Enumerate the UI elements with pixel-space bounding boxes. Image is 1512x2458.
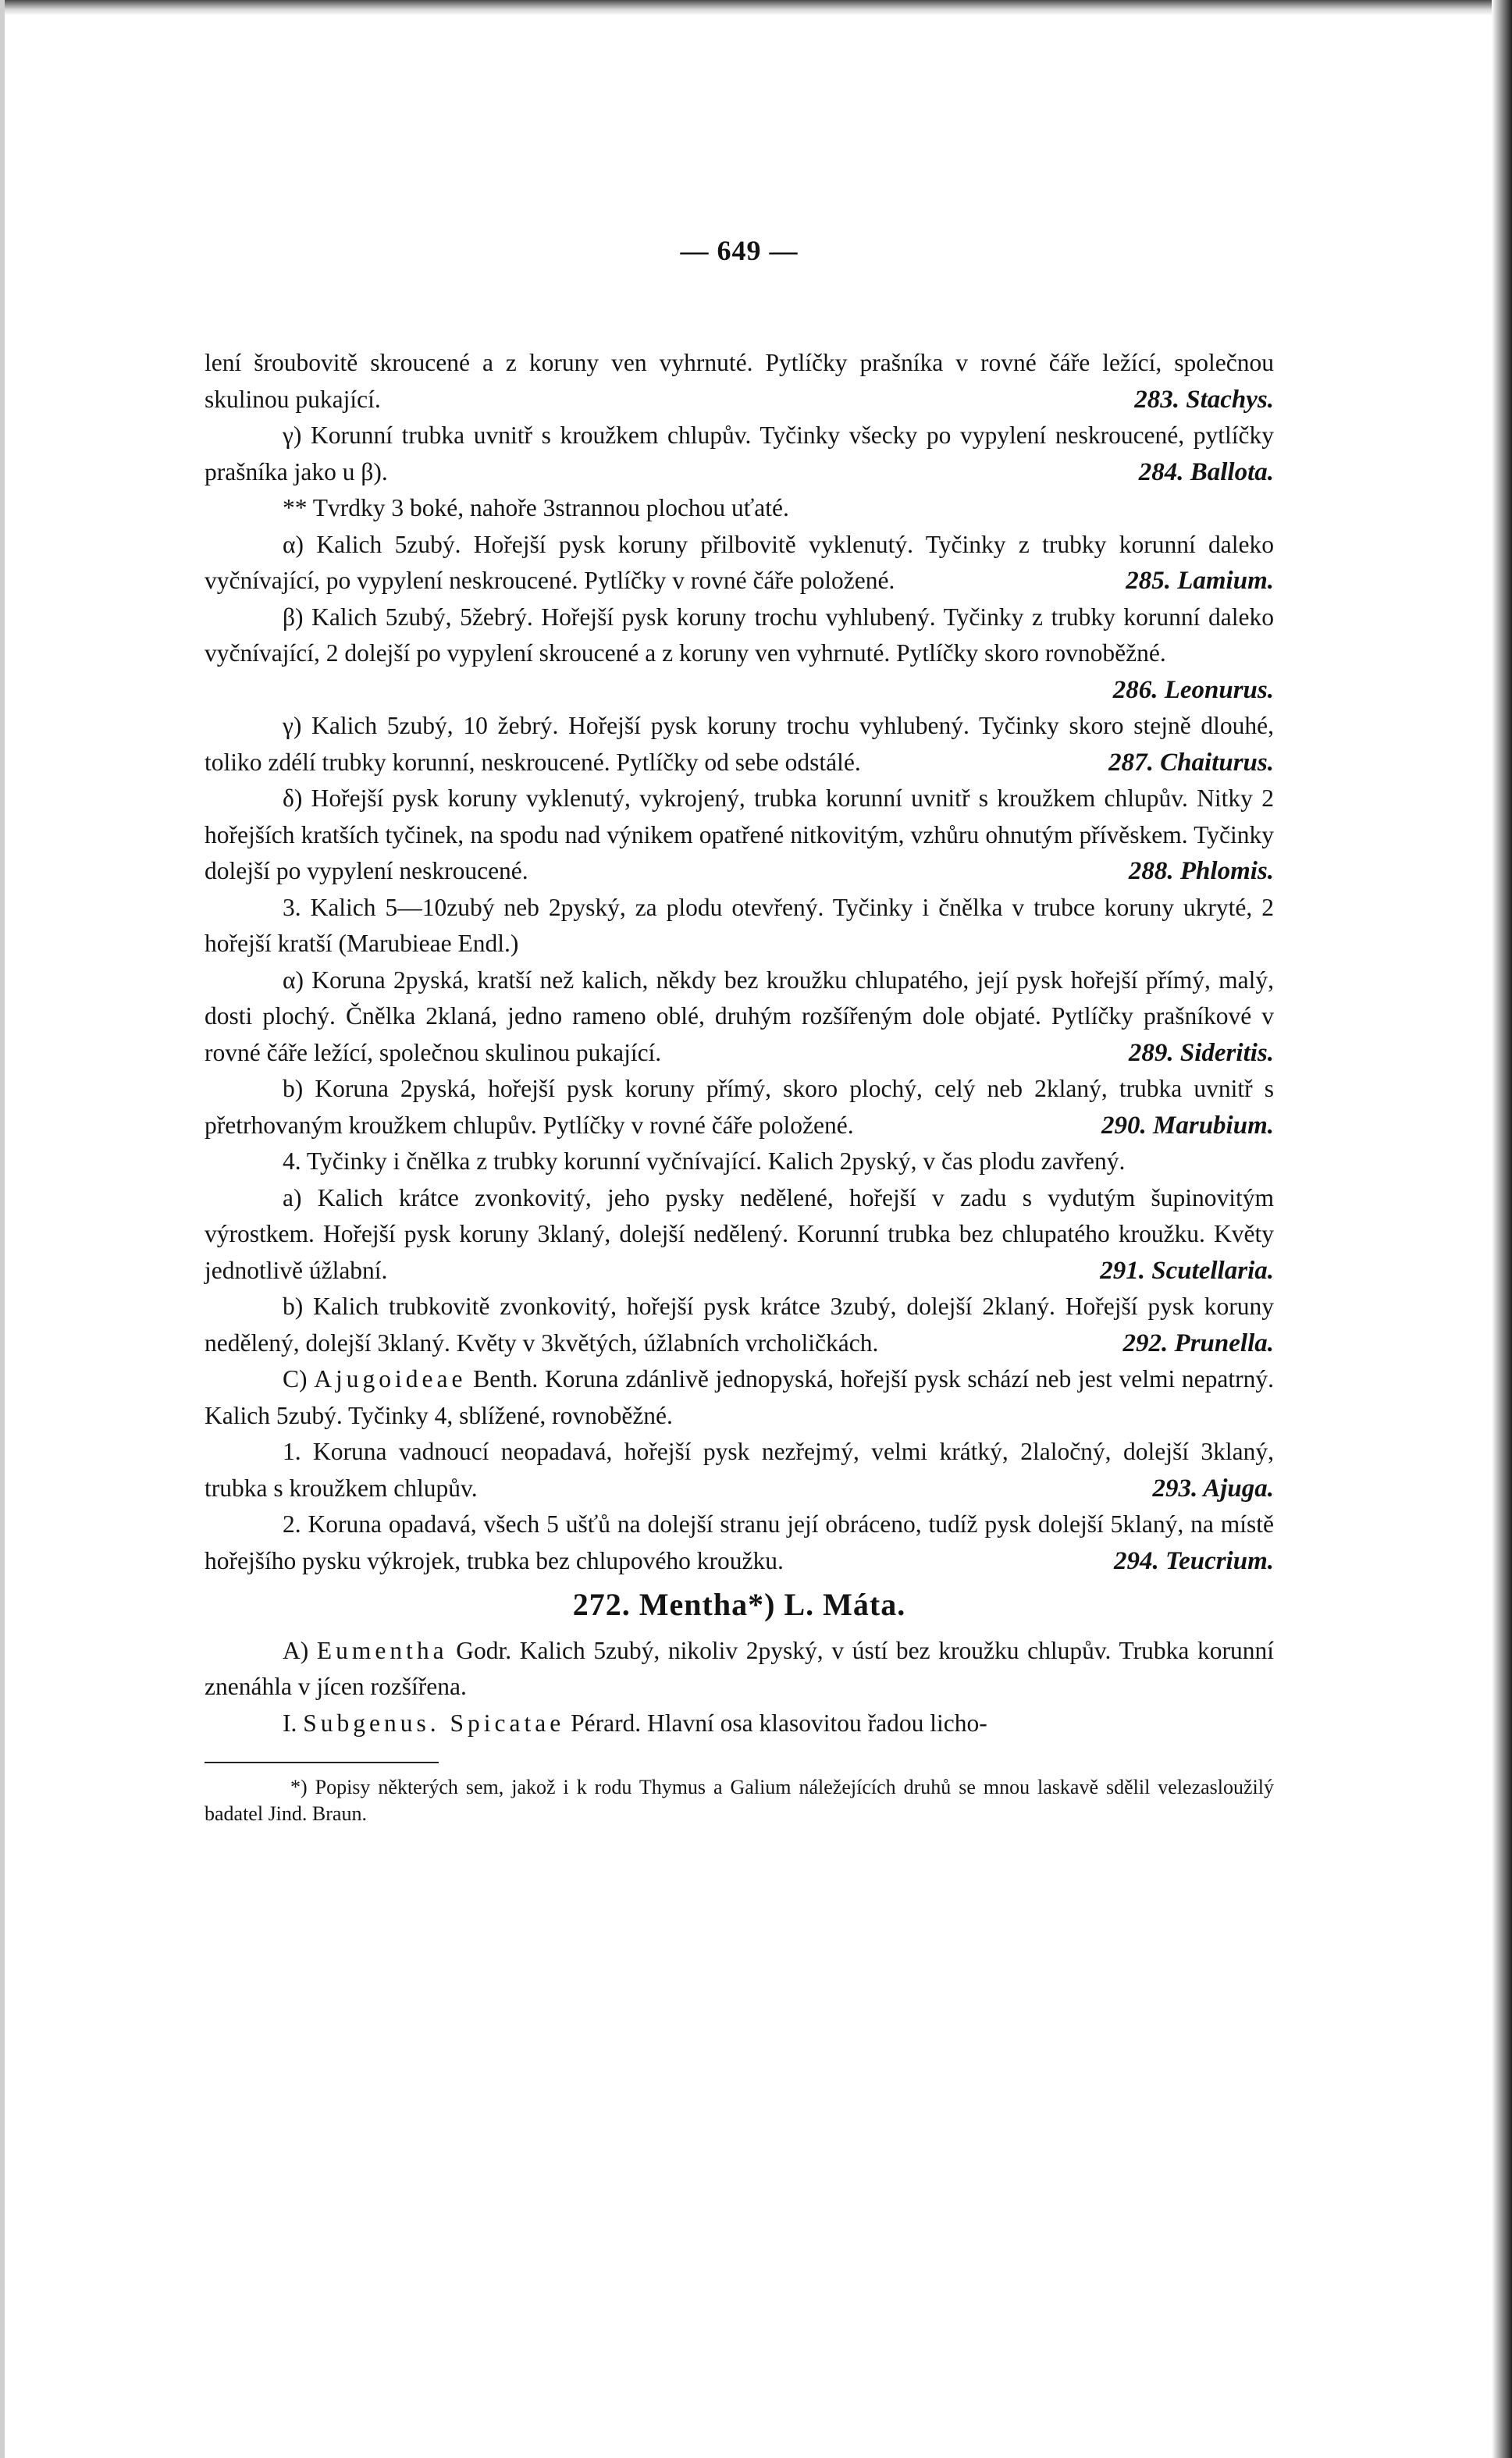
taxon-289: 289. Sideritis. [1128, 1038, 1274, 1067]
paragraph: γ) Kalich 5zubý, 10 žebrý. Hořejší pysk koruny trochu vyhlubený. Tyčinky skoro stejně dlouhé, toliko zdélí trubky korunní, neskroucené. Pytlíčky od sebe odstálé. 287. Chaiturus. [205, 708, 1274, 781]
taxon-284: 284. Ballota. [1138, 457, 1274, 486]
paragraph: C) Ajugoideae Benth. Koruna zdánlivě jednopyská, hořejší pysk schází neb jest velmi nepatrný. Kalich 5zubý. Tyčinky 4, sblížené, rovnoběžné. [205, 1365, 1275, 1429]
paragraph: α) Koruna 2pyská, kratší než kalich, někdy bez kroužku chlupatého, její pysk hořejší přímý, malý, dosti plochý. Čnělka 2klaná, jedno rameno oblé, druhým rozšířeným dole objaté. Pytlíčky prašníkové v rovné čáře ležící, společnou skulinou pukající. 289. Sideritis. [205, 962, 1274, 1072]
taxon-285: 285. Lamium. [1126, 567, 1274, 595]
paragraph: 1. Koruna vadnoucí neopadavá, hořejší pysk nezřejmý, velmi krátký, 2laločný, dolejší 3klaný, trubka s kroužkem chlupův. 293. Ajuga. [205, 1434, 1274, 1506]
scan-edge-left [0, 0, 5, 2458]
taxon-290: 290. Marubium. [1101, 1111, 1274, 1140]
taxon-288: 288. Phlomis. [1128, 857, 1274, 885]
paragraph: lení šroubovitě skroucené a z koruny ven vyhrnuté. Pytlíčky prašníka v rovné čáře ležící, společnou skulinou pukající. 283. Stachys. [205, 345, 1274, 418]
paragraph: b) Koruna 2pyská, hořejší pysk koruny přímý, skoro plochý, celý neb 2klaný, trubka uvnitř s přetrhovaným kroužkem chlupův. Pytlíčky v rovné čáře položené. 290. Marubium. [205, 1071, 1274, 1144]
paragraph: 3. Kalich 5—10zubý neb 2pyský, za plodu otevřený. Tyčinky i čnělka v trubce koruny ukryté, 2 hořejší kratší (Marubieae Endl.) [205, 893, 1274, 957]
paragraph: β) Kalich 5zubý, 5žebrý. Hořejší pysk koruny trochu vyhlubený. Tyčinky z trubky korunní daleko vyčnívající, 2 dolejší po vypylení skroucené a z koruny ven vyhrnuté. Pytlíčky skoro rovnoběžné. 286. Leonurus. [205, 599, 1274, 709]
scan-edge-top [0, 0, 1512, 16]
paragraph: I. Subgenus. Spicatae Pérard. Hlavní osa klasovitou řadou licho- [283, 1709, 987, 1737]
taxon-286: 286. Leonurus. [1112, 675, 1274, 704]
taxon-283: 283. Stachys. [1134, 385, 1274, 414]
scan-edge-right [1492, 0, 1512, 2458]
genus-heading: 272. Mentha*) L. Máta. [572, 1587, 906, 1622]
footnote-rule [205, 1762, 439, 1763]
page-number: — 649 — [680, 235, 799, 266]
paragraph: ** Tvrdky 3 boké, nahoře 3strannou plochou uťaté. [283, 494, 789, 521]
paragraph: α) Kalich 5zubý. Hořejší pysk koruny přilbovitě vyklenutý. Tyčinky z trubky korunní daleko vyčnívající, po vypylení neskroucené. Pytlíčky v rovné čáře položené. 285. Lamium. [205, 527, 1274, 599]
taxon-291: 291. Scutellaria. [1100, 1256, 1274, 1285]
paragraph: 4. Tyčinky i čnělka z trubky korunní vyčnívající. Kalich 2pyský, v čas plodu zavřený. [283, 1147, 1126, 1175]
taxon-294: 294. Teucrium. [1113, 1546, 1274, 1575]
paragraph: 2. Koruna opadavá, všech 5 ušťů na dolejší stranu její obráceno, tudíž pysk dolejší 5klaný, na místě hořejšího pysku výkrojek, trubka bez chlupového kroužku. 294. Teucrium. [205, 1506, 1274, 1579]
paragraph: a) Kalich krátce zvonkovitý, jeho pysky nedělené, hořejší v zadu s vydutým šupinovitým výrostkem. Hořejší pysk koruny 3klaný, dolejší nedělený. Korunní trubka bez chlupatého kroužku. Květy jednotlivě úžlabní. 291. Scutellaria. [205, 1180, 1274, 1289]
footnote: *) Popisy některých sem, jakož i k rodu Thymus a Galium náležejících druhů se mnou laskavě sdělil velezasloužilý badatel Jind. Braun. [205, 1776, 1274, 1825]
paragraph: A) Eumentha Godr. Kalich 5zubý, nikoliv 2pyský, v ústí bez kroužku chlupův. Trubka korunní znenáhla v jícen rozšířena. [205, 1636, 1274, 1700]
body-text [205, 345, 1274, 1741]
paragraph: b) Kalich trubkovitě zvonkovitý, hořejší pysk krátce 3zubý, dolejší 2klaný. Hořejší pysk koruny nedělený, dolejší 3klaný. Květy v 3květých, úžlabních vrcholičkách. 292. Prunella. [205, 1289, 1274, 1361]
paragraph: γ) Korunní trubka uvnitř s kroužkem chlupův. Tyčinky všecky po vypylení neskroucené, pytlíčky prašníka jako u β). 284. Ballota. [205, 418, 1274, 490]
taxon-292: 292. Prunella. [1122, 1329, 1274, 1357]
page [205, 234, 1274, 1827]
paragraph: δ) Hořejší pysk koruny vyklenutý, vykrojený, trubka korunní uvnitř s kroužkem chlupův. Nitky 2 hořejších kratších tyčinek, na spodu nad výnikem opatřené nitkovitým, vzhůru ohnutým přívěskem. Tyčinky dolejší po vypylení neskroucené. 288. Phlomis. [205, 781, 1274, 890]
taxon-287: 287. Chaiturus. [1108, 748, 1274, 777]
taxon-293: 293. Ajuga. [1152, 1474, 1274, 1503]
